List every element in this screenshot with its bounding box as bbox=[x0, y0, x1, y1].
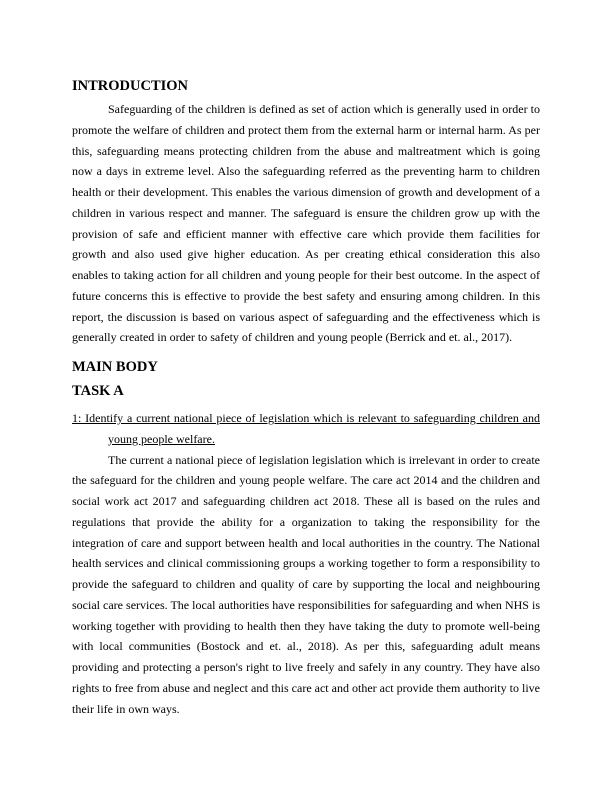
task-a-heading: TASK A bbox=[72, 383, 124, 399]
introduction-paragraph: Safeguarding of the children is defined as set of action which is generally used in order to promote the welfare of children and protect them from the external harm or internal harm. As per this, safeguarding means protecting children from the abuse and maltreatment which is going now a days in extreme level. Also the safeguarding referred as the preventing harm to children health or their development. This enables the various dimension of growth and development of a children in various respect and manner. The safeguard is ensure the children grow up with the provision of safe and efficient manner with effective care which provide them facilities for growth and also used give higher education. As per creating ethical consideration this also enables to taking action for all children and young people for their best outcome. In the aspect of future concerns this is effective to provide the best safety and ensuring among children. In this report, the discussion is based on various aspect of safeguarding and the effectiveness which is generally created in order to safety of children and young people (Berrick and et. al., 2017). bbox=[72, 102, 540, 345]
task-a-question: 1: Identify a current national piece of legislation which is relevant to safeguarding children and young people welfare. bbox=[72, 411, 540, 446]
document-page bbox=[72, 76, 540, 719]
task-a-paragraph: The current a national piece of legislation legislation which is irrelevant in order to create the safeguard for the children and young people welfare. The care act 2014 and the children and social work act 2017 and safeguarding children act 2018. These all is based on the rules and regulations that provide the ability for a organization to taking the responsibility for the integration of care and support between health and local authorities in the country. The National health services and clinical commissioning groups a working together to form a responsibility to provide the safeguard to children and quality of care by supporting the local and neighbouring social care services. The local authorities have responsibilities for safeguarding and when NHS is working together with providing to health then they have taking the duty to promote well-being with local communities (Bostock and et. al., 2018). As per this, safeguarding adult means providing and protecting a person's right to live freely and safely in any country. They have also rights to free from abuse and neglect and this care act and other act provide them authority to live their life in own ways. bbox=[72, 452, 540, 716]
introduction-heading: INTRODUCTION bbox=[72, 78, 189, 94]
main-body-heading: MAIN BODY bbox=[72, 359, 158, 375]
